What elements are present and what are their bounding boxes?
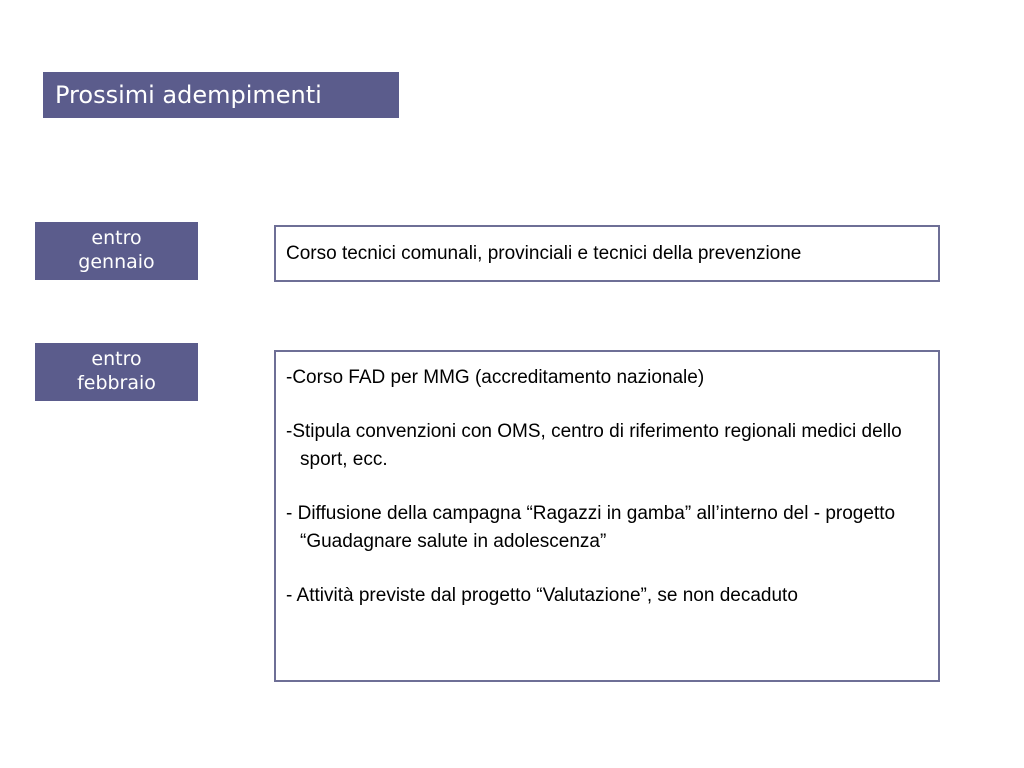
deadline-label-february (35, 343, 198, 401)
slide-title: Prossimi adempimenti (43, 72, 399, 118)
content-box-february (274, 350, 940, 682)
list-item: - Diffusione della campagna “Ragazzi in gamba” all’interno del - progetto “Guadagnare salute in adolescenza” (286, 503, 896, 552)
list-item: -Stipula convenzioni con OMS, centro di riferimento regionali medici dello sport, ecc. (286, 421, 902, 470)
deadline-label-line1: entro (91, 348, 142, 370)
list-item: - Attività previste dal progetto “Valutazione”, se non decaduto (286, 585, 798, 606)
list-item: -Corso FAD per MMG (accreditamento nazionale) (286, 367, 705, 388)
content-box-january: Corso tecnici comunali, provinciali e tecnici della prevenzione (274, 225, 940, 282)
deadline-label-line1: entro (91, 227, 142, 249)
deadline-label-line2: febbraio (77, 372, 156, 394)
deadline-label-line2: gennaio (78, 251, 155, 273)
deadline-label-january (35, 222, 198, 280)
